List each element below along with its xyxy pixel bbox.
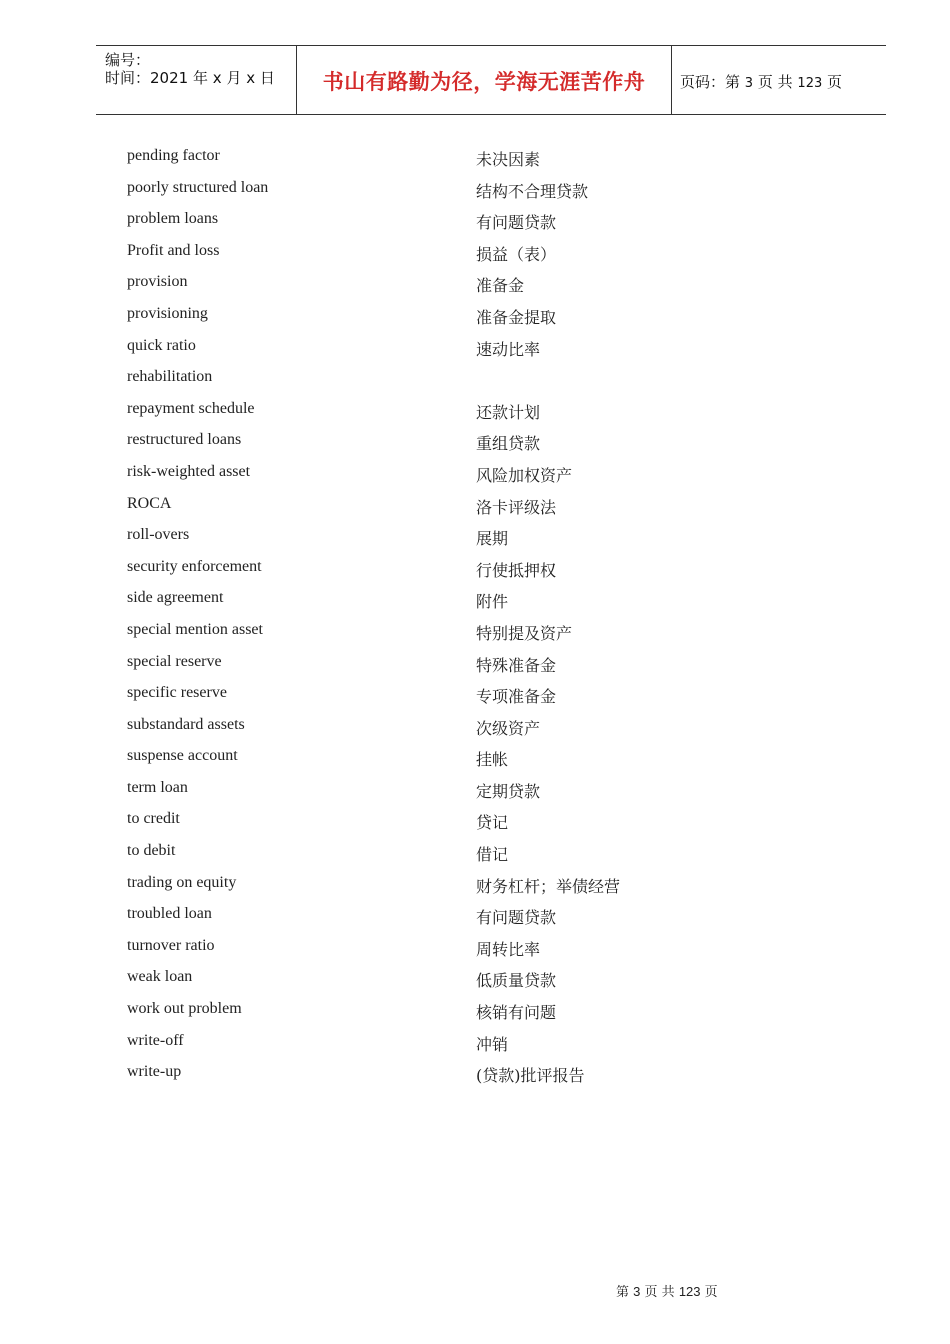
footer-mid: 页 共 bbox=[644, 1285, 675, 1300]
glossary-row bbox=[127, 711, 827, 743]
glossary-term: pending factor bbox=[127, 147, 220, 164]
glossary-translation: 特别提及资产 bbox=[476, 623, 573, 643]
glossary-translation: 有问题贷款 bbox=[476, 213, 557, 233]
glossary-translation: 附件 bbox=[476, 592, 509, 612]
glossary-translation: 次级资产 bbox=[476, 718, 541, 738]
glossary-translation: 未决因素 bbox=[476, 150, 541, 169]
time-year: 2021 bbox=[150, 69, 189, 87]
glossary-row bbox=[127, 932, 827, 964]
time-day: x bbox=[246, 69, 256, 87]
glossary-term: quick ratio bbox=[127, 336, 196, 354]
glossary-row bbox=[127, 679, 827, 711]
glossary-row bbox=[127, 268, 827, 300]
glossary-row bbox=[127, 805, 827, 837]
glossary-term: restructured loans bbox=[127, 431, 242, 449]
glossary-term: work out problem bbox=[127, 1000, 242, 1018]
glossary-translation: 低质量贷款 bbox=[476, 971, 557, 991]
glossary-translation: 周转比率 bbox=[476, 939, 541, 959]
glossary-translation: 专项准备金 bbox=[476, 687, 557, 707]
glossary-row bbox=[127, 142, 827, 174]
glossary-row bbox=[127, 174, 827, 206]
glossary-row bbox=[127, 300, 827, 332]
header-motto: 书山有路勤为径，学海无涯苦作舟 bbox=[322, 70, 646, 94]
glossary-translation: 准备金 bbox=[476, 276, 525, 296]
glossary-translation: 准备金提取 bbox=[476, 307, 557, 327]
glossary-translation: 损益（表） bbox=[476, 244, 557, 264]
page-prefix: 页码：第 bbox=[680, 73, 741, 91]
footer-prefix: 第 bbox=[616, 1285, 630, 1300]
glossary-row bbox=[127, 395, 827, 427]
glossary-term: substandard assets bbox=[127, 715, 245, 733]
glossary-term: special mention asset bbox=[127, 620, 263, 638]
time-day-suffix: 日 bbox=[259, 69, 275, 87]
footer-suffix: 页 bbox=[704, 1285, 718, 1300]
header-page-cell bbox=[671, 46, 886, 114]
glossary-term: provisioning bbox=[127, 304, 208, 322]
glossary-term: roll-overs bbox=[127, 526, 190, 544]
glossary-term: problem loans bbox=[127, 210, 219, 228]
glossary-term: suspense account bbox=[127, 747, 238, 765]
glossary-translation: 挂帐 bbox=[476, 750, 509, 770]
glossary-term: rehabilitation bbox=[127, 368, 213, 386]
time-month-suffix: 月 bbox=[226, 69, 242, 87]
glossary-term: to debit bbox=[127, 842, 176, 860]
total-pages: 123 bbox=[797, 76, 823, 91]
page-number: 3 bbox=[744, 76, 754, 91]
glossary-row bbox=[127, 205, 827, 237]
glossary-row bbox=[127, 458, 827, 490]
glossary-translation: 风险加权资产 bbox=[476, 465, 573, 485]
glossary-translation: 行使抵押权 bbox=[476, 560, 557, 580]
glossary-row bbox=[127, 648, 827, 680]
glossary-term: repayment schedule bbox=[127, 399, 255, 417]
glossary-row bbox=[127, 963, 827, 995]
glossary-term: side agreement bbox=[127, 589, 224, 607]
glossary-translation: 借记 bbox=[476, 845, 509, 865]
glossary-row bbox=[127, 837, 827, 869]
header-info-cell bbox=[96, 46, 296, 114]
glossary-translation: 定期贷款 bbox=[476, 781, 541, 801]
glossary-term: risk-weighted asset bbox=[127, 462, 251, 480]
glossary-term: term loan bbox=[127, 778, 188, 796]
glossary-translation: 结构不合理贷款 bbox=[476, 181, 589, 201]
glossary-translation: 还款计划 bbox=[476, 402, 541, 422]
glossary-term: weak loan bbox=[127, 968, 193, 986]
header-page-info bbox=[680, 71, 842, 92]
glossary-term: special reserve bbox=[127, 652, 222, 670]
glossary-term: trading on equity bbox=[127, 873, 237, 891]
header-motto-cell bbox=[296, 46, 672, 114]
glossary-translation: 冲销 bbox=[476, 1034, 509, 1054]
glossary-row bbox=[127, 237, 827, 269]
glossary-row bbox=[127, 742, 827, 774]
glossary-row bbox=[127, 1058, 827, 1090]
time-prefix: 时间： bbox=[105, 69, 151, 87]
footer-total-pages: 123 bbox=[678, 1284, 701, 1299]
glossary-row bbox=[127, 774, 827, 806]
glossary-term: write-up bbox=[127, 1063, 182, 1081]
page-header bbox=[96, 45, 886, 115]
glossary-translation: 洛卡评级法 bbox=[476, 497, 557, 517]
glossary-term: security enforcement bbox=[127, 557, 262, 575]
glossary-translation: (贷款)批评报告 bbox=[476, 1066, 585, 1086]
glossary-term: Profit and loss bbox=[127, 241, 220, 259]
glossary-row bbox=[127, 616, 827, 648]
document-number-label: 编号： bbox=[105, 51, 151, 69]
glossary-term: to credit bbox=[127, 810, 180, 828]
glossary-row bbox=[127, 521, 827, 553]
glossary-term: troubled loan bbox=[127, 905, 212, 923]
glossary-term: turnover ratio bbox=[127, 936, 215, 954]
page-footer bbox=[616, 1281, 718, 1300]
document-time bbox=[105, 67, 275, 88]
page-mid: 页 共 bbox=[757, 73, 793, 91]
glossary-translation: 财务杠杆；举债经营 bbox=[476, 876, 621, 896]
glossary-term: specific reserve bbox=[127, 684, 227, 702]
glossary-row bbox=[127, 869, 827, 901]
page-suffix: 页 bbox=[827, 73, 843, 91]
glossary-term: ROCA bbox=[127, 494, 172, 512]
glossary-translation: 特殊准备金 bbox=[476, 655, 557, 675]
time-year-suffix: 年 bbox=[192, 69, 208, 87]
glossary-row bbox=[127, 332, 827, 364]
glossary-translation: 核销有问题 bbox=[476, 1003, 557, 1023]
glossary-translation: 重组贷款 bbox=[476, 434, 541, 454]
glossary-translation: 展期 bbox=[476, 529, 509, 549]
glossary-row bbox=[127, 490, 827, 522]
glossary-row bbox=[127, 363, 827, 395]
glossary-list bbox=[127, 142, 827, 1090]
glossary-term: write-off bbox=[127, 1031, 184, 1049]
glossary-translation: 贷记 bbox=[476, 813, 509, 833]
glossary-row bbox=[127, 426, 827, 458]
glossary-row bbox=[127, 900, 827, 932]
glossary-translation: 速动比率 bbox=[476, 339, 541, 359]
time-month: x bbox=[212, 69, 222, 87]
glossary-row bbox=[127, 584, 827, 616]
glossary-row bbox=[127, 995, 827, 1027]
footer-page-number: 3 bbox=[633, 1284, 641, 1299]
glossary-row bbox=[127, 553, 827, 585]
glossary-row bbox=[127, 1027, 827, 1059]
glossary-translation: 有问题贷款 bbox=[476, 908, 557, 928]
glossary-term: poorly structured loan bbox=[127, 178, 269, 196]
glossary-term: provision bbox=[127, 273, 188, 291]
